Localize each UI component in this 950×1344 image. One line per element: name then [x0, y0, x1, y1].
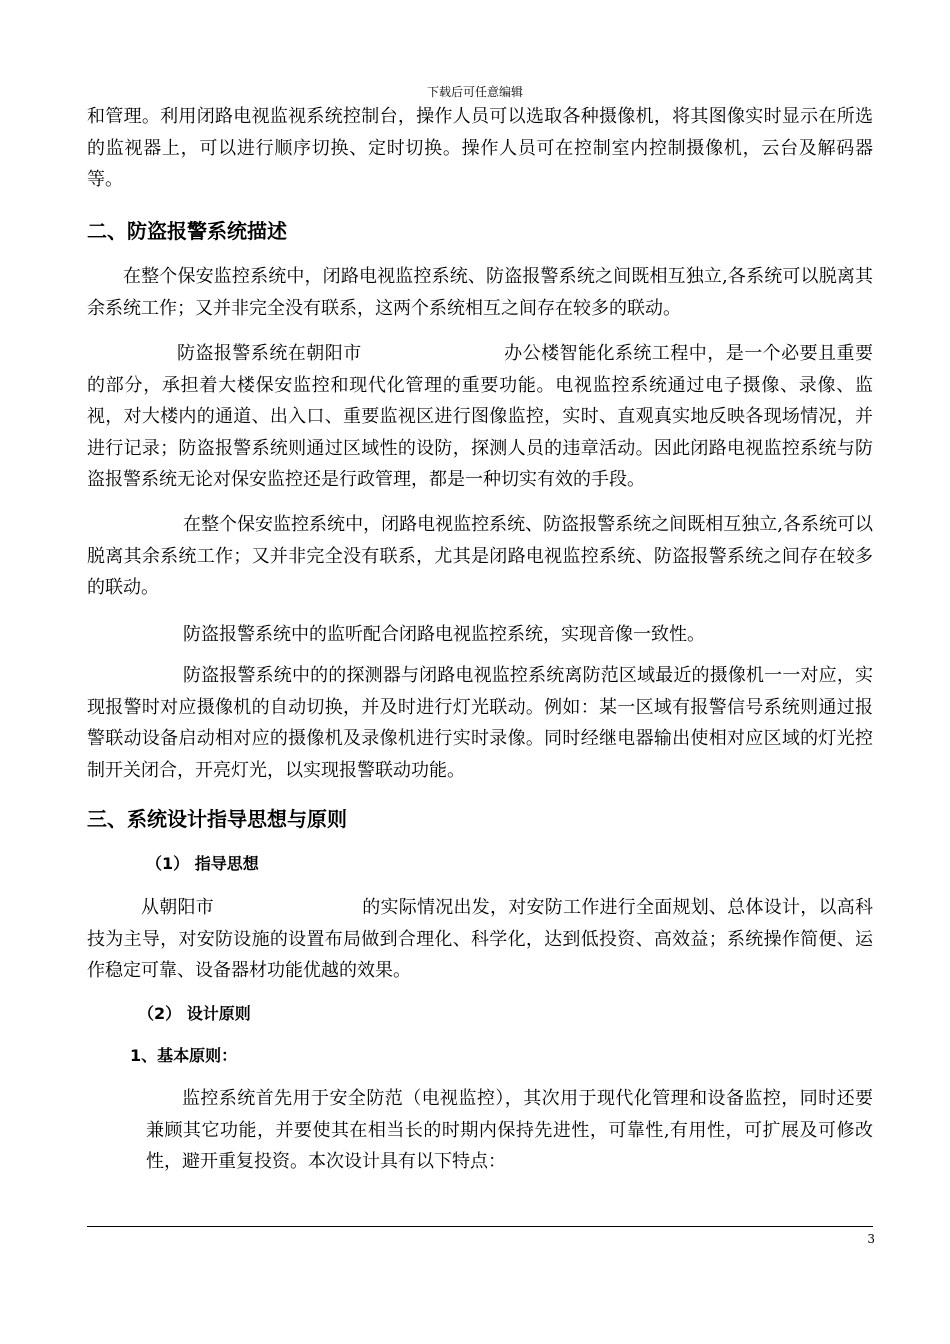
page-header-note: 下载后可任意编辑: [426, 85, 523, 99]
subheading-guiding-thought: （1） 指导思想: [146, 854, 259, 873]
paragraph-guiding-part-b: 的实际情况出发，对安防工作进行全面规划、总体设计，以高科技为主导，对安防设施的设置布局做到合理化、科学化，达到低投资、高效益；系统操作简便、运作稳定可靠、设备器材功能优越的效果。: [87, 897, 873, 981]
paragraph-alarm-5: 防盗报警系统中的的探测器与闭路电视监控系统离防范区域最近的摄像机一一对应，实现报警时对应摄像机的自动切换，并及时进行灯光联动。例如：某一区域有报警信号系统则通过报警联动设备启动相对应的摄像机及录像机进行实时录像。同时经继电器输出使相对应区域的灯光控制开关闭合，开亮灯光，以实现报警联动功能。: [87, 665, 873, 781]
section-heading-alarm-system: 二、防盗报警系统描述: [87, 219, 287, 243]
footer-divider: [87, 1226, 873, 1227]
section-heading-design-principles: 三、系统设计指导思想与原则: [87, 807, 347, 831]
paragraph-guiding-thought: [87, 892, 873, 987]
paragraph-alarm-3: 在整个保安监控系统中，闭路电视监控系统、防盗报警系统之间既相互独立,各系统可以脱离其余系统工作；又并非完全没有联系，尤其是闭路电视监控系统、防盗报警系统之间存在较多的联动。: [87, 514, 873, 598]
paragraph-intro: 和管理。利用闭路电视监视系统控制台，操作人员可以选取各种摄像机，将其图像实时显示在所选的监视器上，可以进行顺序切换、定时切换。操作人员可在控制室内控制摄像机，云台及解码器等。: [87, 106, 873, 190]
paragraph-guiding-part-a: 从朝阳市: [141, 897, 214, 918]
subheading-basic-principles: 1、基本原则：: [130, 1046, 238, 1065]
subheading-design-principles: （2） 设计原则: [138, 1004, 251, 1023]
paragraph-alarm-1: 在整个保安监控系统中，闭路电视监控系统、防盗报警系统之间既相互独立,各系统可以脱离其余系统工作；又并非完全没有联系，这两个系统相互之间存在较多的联动。: [87, 266, 873, 319]
page-number: 3: [867, 1232, 875, 1246]
paragraph-alarm-2: [87, 338, 873, 496]
paragraph-alarm-4: 防盗报警系统中的监听配合闭路电视监控系统，实现音像一致性。: [183, 624, 705, 645]
paragraph-alarm-2-part-a: 防盗报警系统在朝阳市: [177, 343, 362, 364]
paragraph-basic-principles: 监控系统首先用于安全防范（电视监控），其次用于现代化管理和设备监控，同时还要兼顾其它功能，并要使其在相当长的时期内保持先进性，可靠性,有用性，可扩展及可修改性，避开重复投资。本次设计具有以下特点：: [146, 1088, 873, 1172]
paragraph-alarm-2-part-b: 办公楼智能化系统工程中，是一个必要且重要的部分，承担着大楼保安监控和现代化管理的重要功能。电视监控系统通过电子摄像、录像、监视，对大楼内的通道、出入口、重要监视区进行图像监控，实时、直观真实地反映各现场情况，并进行记录；防盗报警系统则通过区域性的设防，探测人员的违章活动。因此闭路电视监控系统与防盗报警系统无论对保安监控还是行政管理，都是一种切实有效的手段。: [87, 343, 874, 490]
